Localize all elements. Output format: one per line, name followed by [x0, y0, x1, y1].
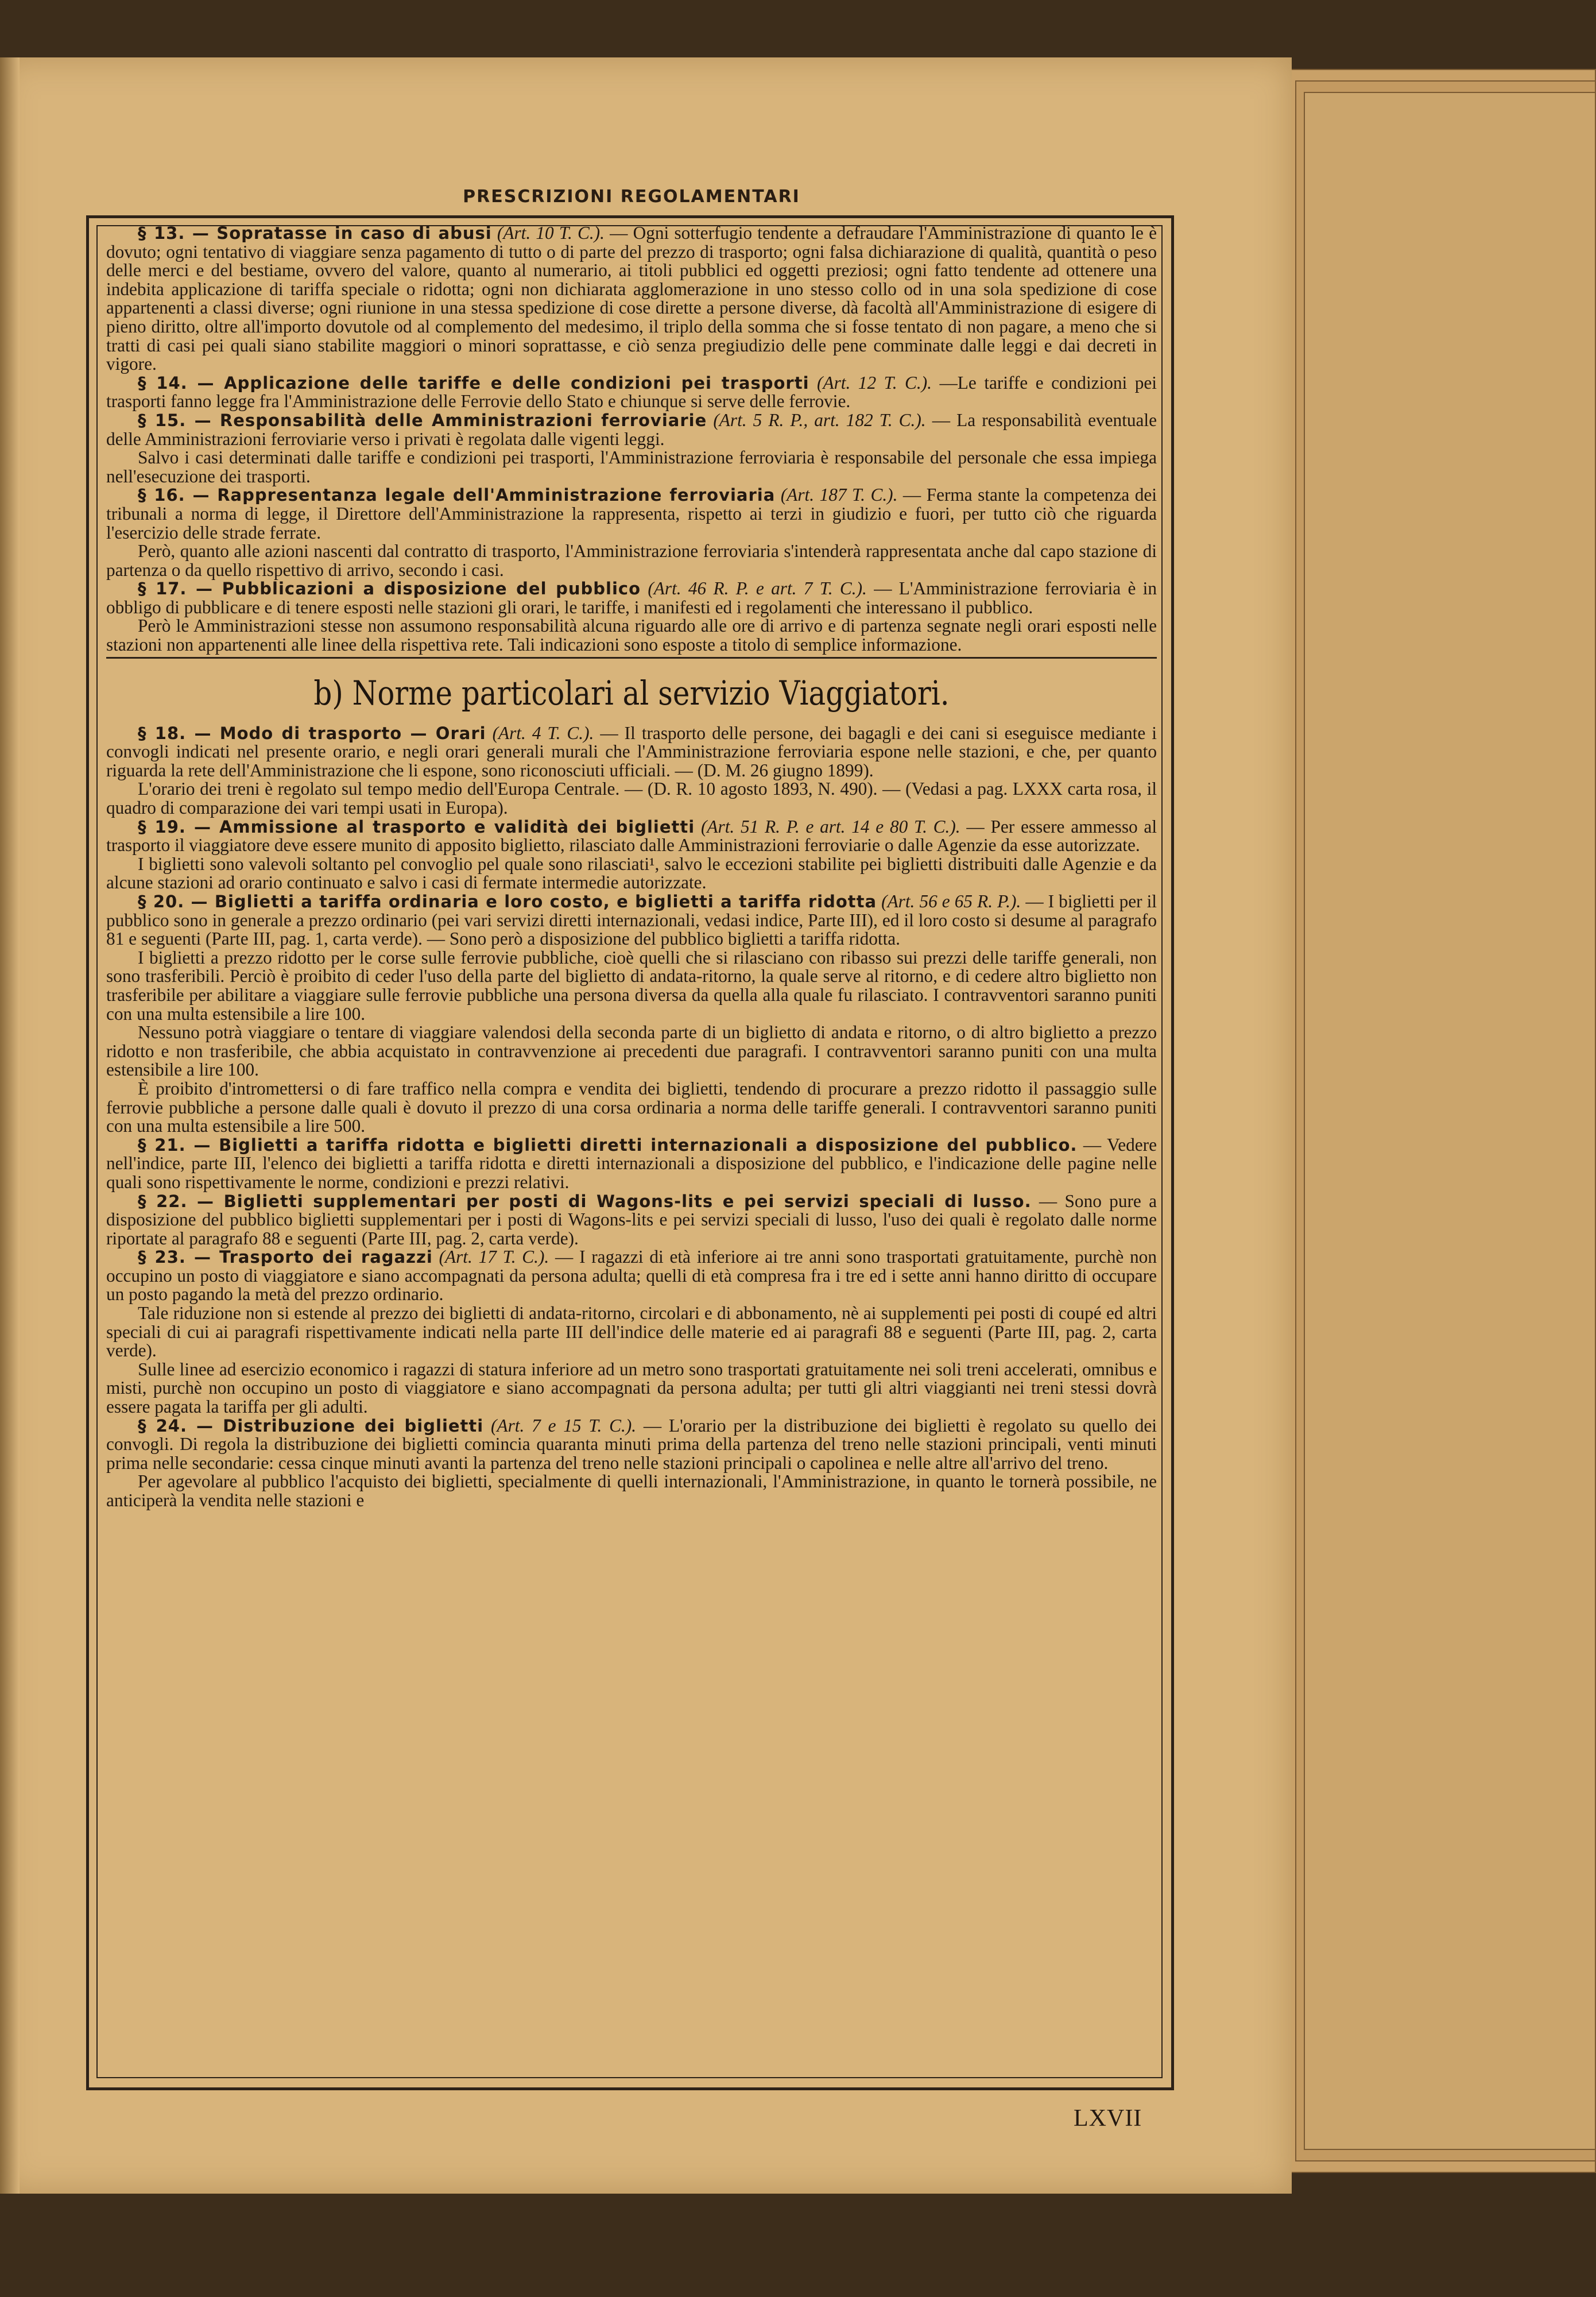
section-reference: (Art. 51 R. P. e art. 14 e 80 T. C.).	[701, 816, 960, 837]
section-body: — La responsabilità eventuale delle Amministrazioni ferroviarie verso i privati è regolata dalle vigenti leggi.	[106, 409, 1157, 449]
paragraph-continuation: Sulle linee ad esercizio economico i ragazzi di statura inferiore ad un metro sono trasportati gratuitamente nei soli treni accelerati, omnibus e misti, purchè non occupino un posto di viaggiatore e siano accompagnati da persona adulta; per tutti gli altri viaggianti nei treni stessi dovrà essere pagata la tariffa per gli adulti.	[106, 1359, 1157, 1417]
section-reference: (Art. 46 R. P. e art. 7 T. C.).	[648, 578, 867, 599]
section-reference: (Art. 12 T. C.).	[817, 372, 932, 393]
section-label: § 18. — Modo di trasporto — Orari	[138, 723, 486, 743]
page-text	[106, 224, 1157, 1510]
section-label: § 14. — Applicazione delle tariffe e delle condizioni pei trasporti	[138, 373, 809, 393]
section-reference: (Art. 4 T. C.).	[492, 722, 594, 743]
section-body: — I ragazzi di età inferiore ai tre anni sono trasportati gratuitamente, purchè non occupino un posto di viaggiatore e siano accompagnati da persona adulta; quelli di età compresa fra i tre ed i sette anni hanno diritto di occupare un posto pagando la metà del prezzo ordinario.	[106, 1247, 1157, 1305]
paragraph-section	[106, 579, 1157, 617]
page-gutter	[0, 57, 20, 2194]
paragraph-section	[106, 724, 1157, 780]
section-body: — Sono pure a disposizione del pubblico biglietti supplementari per i posti di Wagons-lits e pei servizi speciali di lusso, l'uso dei quali è regolato dalle norme riportate al paragrafo 88 e seguenti (Parte III, pag. 2, carta verde).	[106, 1190, 1157, 1248]
section-divider	[106, 657, 1157, 659]
paragraph-section	[106, 818, 1157, 855]
section-body: — Ferma stante la competenza dei tribunali a norma di legge, il Direttore dell'Amministrazione la rappresenta, rispetto ai terzi in giudizio e fuori, per tutto ciò che riguarda l'esercizio delle strade ferrate.	[106, 485, 1157, 543]
paragraph-section	[106, 1248, 1157, 1304]
paragraph-continuation: L'orario dei treni è regolato sul tempo medio dell'Europa Centrale. — (D. R. 10 agosto 1893, N. 490). — (Vedasi a pag. LXXX carta rosa, il quadro di comparazione dei vari tempi usati in Europa).	[106, 779, 1157, 818]
paragraph-section	[106, 374, 1157, 411]
section-label: § 13. — Sopratasse in caso di abusi	[138, 223, 492, 243]
section-label: § 17. — Pubblicazioni a disposizione del pubblico	[138, 579, 641, 599]
section-body: — L'orario per la distribuzione dei biglietti è regolato su quello dei convogli. Di regola la distribuzione dei biglietti comincia quaranta minuti prima della partenza del treno nelle stazioni principali, venti minuti prima nelle secondarie: cessa cinque minuti avanti la partenza del treno nelle stazioni principali o capolinea e nelle altre all'arrivo del treno.	[106, 1415, 1157, 1473]
section-body: — I biglietti per il pubblico sono in generale a prezzo ordinario (pei vari servizi diretti internazionali, vedasi indice, Parte III), ed il loro costo si desume al paragrafo 81 e seguenti (Parte III, pag. 1, carta verde). — Sono però a disposizione del pubblico biglietti a tariffa ridotta.	[106, 891, 1157, 949]
section-label: § 16. — Rappresentanza legale dell'Amministrazione ferroviaria	[138, 485, 776, 505]
section-reference: (Art. 10 T. C.).	[497, 223, 605, 243]
general-rules	[106, 224, 1157, 655]
section-reference: (Art. 56 e 65 R. P.).	[881, 891, 1021, 911]
paragraph-section	[106, 1192, 1157, 1248]
paragraph-continuation: È proibito d'intromettersi o di fare traffico nella compra e vendita dei biglietti, tendendo di procurare a prezzo ridotto il passaggio sulle ferrovie pubbliche a persone dalle quali è dovuto il prezzo di una corsa ordinaria a norma delle tariffe generali. I contravventori saranno puniti con una multa estensibile a lire 500.	[106, 1078, 1157, 1136]
section-label: § 15. — Responsabilità delle Amministrazioni ferroviarie	[138, 410, 707, 430]
paragraph-section	[106, 892, 1157, 949]
paragraph-section	[106, 486, 1157, 542]
section-label: § 24. — Distribuzione dei biglietti	[138, 1416, 484, 1436]
paragraph-section	[106, 411, 1157, 448]
section-body: — Il trasporto delle persone, dei bagagli e dei cani si eseguisce mediante i convogli indicati nel presente orario, e negli orari generali murali che l'Amministrazione ferroviaria espone nelle stazioni, e che, per quanto riguarda la rete dell'Amministrazione che li espone, sono riconosciuti ufficiali. — (D. M. 26 giugno 1899).	[106, 722, 1157, 780]
section-body: — Ogni sotterfugio tendente a defraudare l'Amministrazione di quanto le è dovuto; ogni tentativo di viaggiare senza pagamento di tutto o di parte del prezzo di trasporto; ogni falsa dichiarazione di qualità, quantità o peso delle merci e del bestiame, ovvero del valore, quanto al numerario, ai titoli pubblici ed oggetti preziosi; ogni fatto tendente ad ottenere una indebita applicazione di tariffa speciale o ridotta; ogni non dichiarata agglomerazione in uno stesso collo od in una sola spedizione di cose appartenenti a classi diverse; ogni riunione in una stessa spedizione di cose dirette a persone diverse, dà facoltà all'Amministrazione di esigere di pieno diritto, oltre all'importo dovutole od al complemento del medesimo, il triplo della somma che si fosse tentato di non pagare, a meno che si tratti di casi pei quali siano stabilite maggiori o minori soprattasse, e ciò senza pregiudizio delle pene comminate dalle leggi e dai decreti in vigore.	[106, 223, 1157, 374]
section-body: —Le tariffe e condizioni pei trasporti fanno legge fra l'Amministrazione delle Ferrovie dello Stato e chiunque si serve delle ferrovie.	[106, 372, 1157, 412]
section-reference: (Art. 17 T. C.).	[439, 1247, 549, 1267]
section-reference: (Art. 187 T. C.).	[780, 485, 898, 505]
section-b-title: b) Norme particolari al servizio Viaggiatori.	[313, 673, 950, 713]
section-label: § 22. — Biglietti supplementari per posti di Wagons-lits e pei servizi speciali di lusso.	[138, 1191, 1032, 1211]
section-label: § 20. — Biglietti a tariffa ordinaria e loro costo, e biglietti a tariffa ridotta	[138, 892, 877, 911]
page-stack-edge	[1304, 92, 1596, 2150]
running-head: PRESCRIZIONI REGOLAMENTARI	[463, 187, 800, 207]
section-body: — Per essere ammesso al trasporto il viaggiatore deve essere munito di apposito biglietto, rilasciato dalle Amministrazioni ferroviarie o dalle Agenzie da esse autorizzate.	[106, 816, 1157, 856]
paragraph-continuation: Salvo i casi determinati dalle tariffe e condizioni pei trasporti, l'Amministrazione ferroviaria è responsabile del personale che essa impiega nell'esecuzione dei trasporti.	[106, 447, 1157, 486]
paragraph-continuation: I biglietti a prezzo ridotto per le corse sulle ferrovie pubbliche, cioè quelli che si rilasciano con ribasso sui prezzi delle tariffe generali, non sono trasferibili. Perciò è proibito di ceder l'uso della parte del biglietto di andata-ritorno, la quale serve al ritorno, e di cedere altro biglietto non trasferibile per abilitare a viaggiare sulle ferrovie pubbliche una persona diversa da quella alla quale fu rilasciato. I contravventori saranno puniti con una multa estensibile a lire 100.	[106, 947, 1157, 1024]
paragraph-continuation: I biglietti sono valevoli soltanto pel convoglio pel quale sono rilasciati¹, salvo le eccezioni stabilite pei biglietti distribuiti dalle Agenzie e da alcune stazioni ad orario continuato e salvo i casi di fermate intermedie autorizzate.	[106, 853, 1157, 893]
paragraph-continuation: Però le Amministrazioni stesse non assumono responsabilità alcuna riguardo alle ore di arrivo e di partenza segnate negli orari esposti nelle stazioni non appartenenti alle linee della rispettiva rete. Tali indicazioni sono esposte a titolo di semplice informazione.	[106, 616, 1157, 655]
paragraph-continuation: Nessuno potrà viaggiare o tentare di viaggiare valendosi della seconda parte di un biglietto di andata e ritorno, o di altro biglietto a prezzo ridotto e non trasferibile, che abbia acquistato in contravvenzione ai precedenti due paragrafi. I contravventori saranno puniti con una multa estensibile a lire 100.	[106, 1022, 1157, 1080]
section-label: § 19. — Ammissione al trasporto e validità dei biglietti	[138, 817, 695, 837]
paragraph-section	[106, 1136, 1157, 1192]
paragraph-section	[106, 224, 1157, 374]
passenger-rules	[106, 724, 1157, 1510]
paragraph-continuation: Però, quanto alle azioni nascenti dal contratto di trasporto, l'Amministrazione ferroviaria s'intenderà rappresentata anche dal capo stazione di partenza o da quello rispettivo di arrivo, secondo i casi.	[106, 541, 1157, 580]
section-label: § 23. — Trasporto dei ragazzi	[138, 1247, 433, 1267]
section-body: — L'Amministrazione ferroviaria è in obbligo di pubblicare e di tenere esposti nelle stazioni gli orari, le tariffe, i manifesti ed i regolamenti che interessano il pubblico.	[106, 578, 1157, 617]
paragraph-continuation: Per agevolare al pubblico l'acquisto dei biglietti, specialmente di quelli internazionali, l'Amministrazione, in quanto le tornerà possibile, ne anticiperà la vendita nelle stazioni e	[106, 1471, 1157, 1510]
section-reference: (Art. 7 e 15 T. C.).	[491, 1415, 637, 1436]
section-reference: (Art. 5 R. P., art. 182 T. C.).	[713, 409, 926, 430]
section-body: — Vedere nell'indice, parte III, l'elenco dei biglietti a tariffa ridotta e diretti internazionali a disposizione del pubblico, e l'indicazione delle pagine nelle quali sono rispettivamente le norme, condizioni e prezzi relativi.	[106, 1134, 1157, 1192]
page-number: LXVII	[1074, 2105, 1142, 2132]
section-label: § 21. — Biglietti a tariffa ridotta e biglietti diretti internazionali a disposizione del pubblico.	[138, 1135, 1078, 1155]
paragraph-continuation: Tale riduzione non si estende al prezzo dei biglietti di andata-ritorno, circolari e di abbonamento, nè ai supplementi pei posti di coupé ed altri speciali di cui ai paragrafi rispettivamente indicati nella parte III dell'indice delle materie ed ai paragrafi 88 e seguenti (Parte III, pag. 2, carta verde).	[106, 1303, 1157, 1361]
paragraph-section	[106, 1417, 1157, 1473]
